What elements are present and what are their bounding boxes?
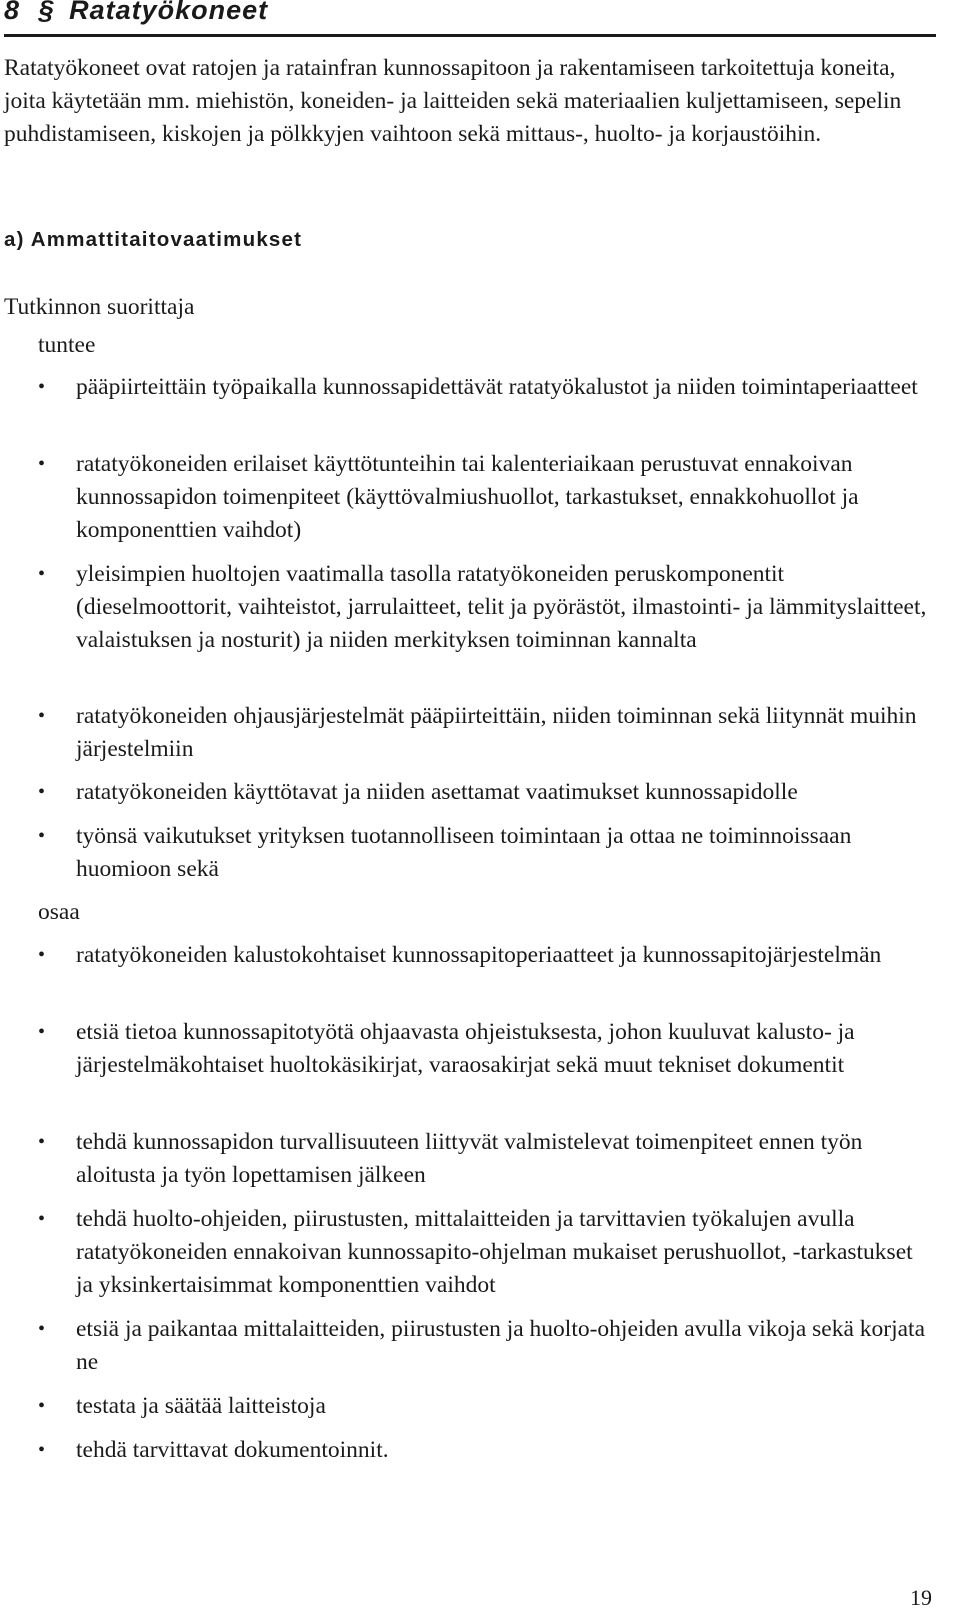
performer-label: Tutkinnon suorittaja	[4, 294, 195, 320]
section-header	[4, 0, 936, 37]
list-item-text: pääpiirteittäin työpaikalla kunnossapidettävät ratatyökalustot ja niiden toimintaperiaatteet	[76, 374, 918, 400]
bullet-icon: •	[38, 944, 46, 966]
list-item-text: etsiä tietoa kunnossapitotyötä ohjaavasta ohjeistuksesta, johon kuuluvat kalusto- ja järjestelmäkohtaiset huoltokäsikirjat, varaosakirjat sekä muut tekniset dokumentit	[76, 1019, 855, 1078]
section-title-text: Ratatyökoneet	[69, 0, 269, 25]
list-item	[38, 820, 928, 886]
bullet-icon: •	[38, 1021, 46, 1043]
bullet-icon: •	[38, 1318, 46, 1340]
bullet-icon: •	[38, 376, 46, 398]
bullet-icon: •	[38, 1395, 46, 1417]
subheading: a) Ammattitaitovaatimukset	[4, 228, 303, 251]
section-sign-icon: §	[38, 0, 55, 25]
bullet-icon: •	[38, 781, 46, 803]
list-item-text: tehdä huolto-ohjeiden, piirustusten, mittalaitteiden ja tarvittavien työkalujen avulla ratatyökoneiden ennakoivan kunnossapito-ohjelman mukaiset perushuollot, -tarkastukset ja yksinkertaisimmat komponenttien vaihdot	[76, 1206, 913, 1298]
bullet-icon: •	[38, 705, 46, 727]
list-item	[38, 776, 928, 809]
list-item	[38, 1126, 928, 1192]
list-item-text: tehdä tarvittavat dokumentoinnit.	[76, 1437, 389, 1463]
section-number: 8	[4, 0, 21, 25]
list-item	[38, 1434, 928, 1467]
list-item	[38, 1016, 928, 1082]
knows-label: tuntee	[38, 332, 96, 358]
list-item-text: ratatyökoneiden kalustokohtaiset kunnossapitoperiaatteet ja kunnossapitojärjestelmän	[76, 942, 882, 968]
section-title	[4, 0, 268, 26]
list-item	[38, 371, 928, 404]
bullet-icon: •	[38, 825, 46, 847]
list-item	[38, 700, 928, 766]
bullet-icon: •	[38, 563, 46, 585]
bullet-icon: •	[38, 453, 46, 475]
list-item-text: testata ja säätää laitteistoja	[76, 1393, 326, 1419]
list-item	[38, 1313, 928, 1379]
list-item-text: tehdä kunnossapidon turvallisuuteen liittyvät valmistelevat toimenpiteet ennen työn aloitusta ja työn lopettamisen jälkeen	[76, 1129, 863, 1188]
list-item	[38, 1390, 928, 1423]
list-item-text: ratatyökoneiden ohjausjärjestelmät pääpiirteittäin, niiden toiminnan sekä liitynnät muihin järjestelmiin	[76, 703, 917, 762]
list-item	[38, 1203, 928, 1302]
page-number: 19	[910, 1585, 932, 1610]
list-item	[38, 448, 928, 547]
can-label: osaa	[38, 899, 80, 925]
list-item-text: etsiä ja paikantaa mittalaitteiden, piirustusten ja huolto-ohjeiden avulla vikoja sekä korjata ne	[76, 1316, 925, 1375]
list-item-text: ratatyökoneiden käyttötavat ja niiden asettamat vaatimukset kunnossapidolle	[76, 779, 798, 805]
bullet-icon: •	[38, 1131, 46, 1153]
list-item-text: ratatyökoneiden erilaiset käyttötunteihin tai kalenteriaikaan perustuvat ennakoivan kunnossapidon toimenpiteet (käyttövalmiushuollot, tarkastukset, ennakkohuollot ja komponenttien vaihdot)	[76, 451, 859, 543]
bullet-icon: •	[38, 1439, 46, 1461]
list-item-text: työnsä vaikutukset yrityksen tuotannolliseen toimintaan ja ottaa ne toiminnoissaan huomioon sekä	[76, 823, 852, 882]
list-item	[38, 558, 928, 657]
list-item	[38, 939, 928, 972]
intro-paragraph: Ratatyökoneet ovat ratojen ja ratainfran kunnossapitoon ja rakentamiseen tarkoitettuja koneita, joita käytetään mm. miehistön, koneiden- ja laitteiden sekä materiaalien kuljettamiseen, sepelin puhdistamiseen, kiskojen ja pölkkyjen vaihtoon sekä mittaus-, huolto- ja korjaustöihin.	[4, 55, 902, 147]
list-item-text: yleisimpien huoltojen vaatimalla tasolla ratatyökoneiden peruskomponentit (dieselmoottorit, vaihteistot, jarrulaitteet, telit ja pyörästöt, ilmastointi- ja lämmityslaitteet, valaistuksen ja nosturit) ja niiden merkityksen toiminnan kannalta	[76, 561, 927, 653]
bullet-icon: •	[38, 1208, 46, 1230]
